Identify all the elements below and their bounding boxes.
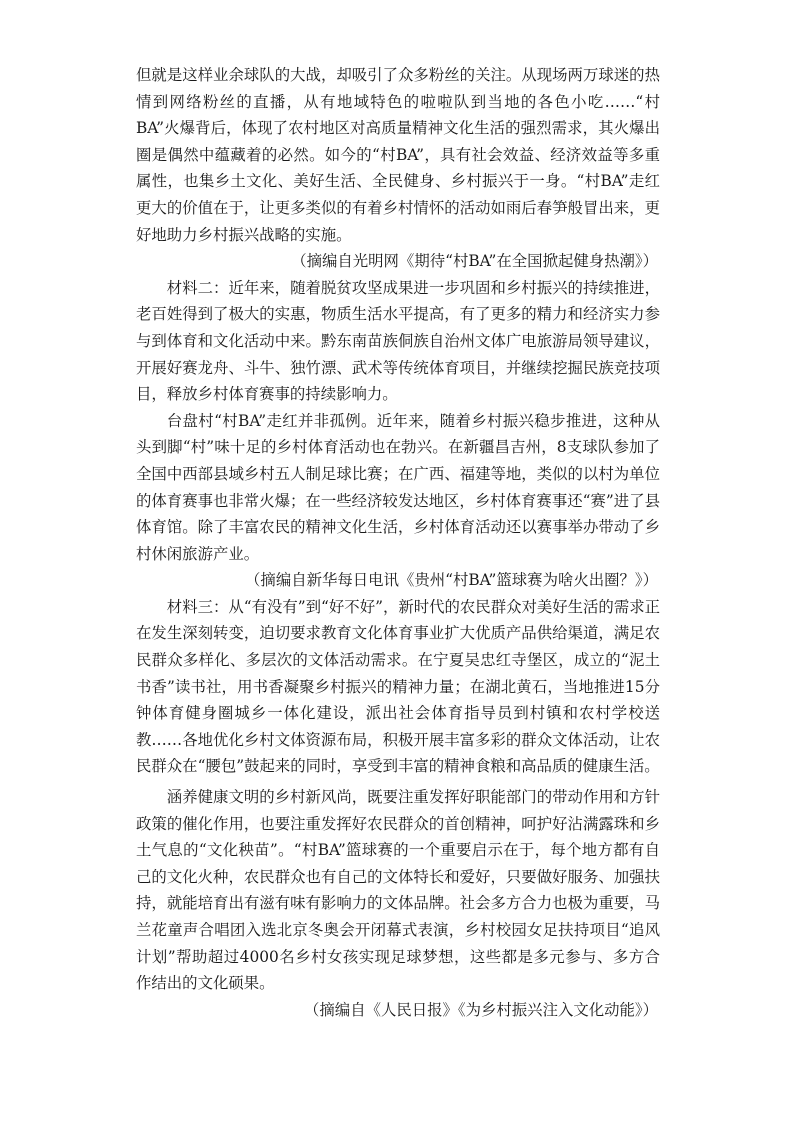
- source-citation-1: （摘编自光明网《期待“村BA”在全国掀起健身热潮》）: [291, 252, 658, 271]
- source-citation-3: （摘编自《人民日报》《为乡村振兴注入文化动能》）: [304, 1000, 658, 1019]
- paragraph-material-3: 材料三：从“有没有”到“好不好”，新时代的农民群众对美好生活的需求正在发生深刻转变，迫切要求教育文化体育事业扩大优质产品供给渠道，满足农民群众多样化、多层次的文体活动需求。在宁夏吴忠红寺堡区，成立的“泥土书香”读书社，用书香凝聚乡村振兴的精神力量；在湖北黄石，当地推进15分钟体育健身圈城乡一体化建设，派出社会体育指导员到村镇和农村学校送教……各地优化乡村文体资源布局，积极开展丰富多彩的群众文体活动，让农民群众在“腰包”鼓起来的同时，享受到丰富的精神食粮和高品质的健康生活。: [136, 597, 660, 776]
- paragraph-material-2: 材料二：近年来，随着脱贫攻坚成果进一步巩固和乡村振兴的持续推进，老百姓得到了极大的实惠，物质生活水平提高，有了更多的精力和经济实力参与到体育和文化活动中来。黔东南苗族侗族自治州文体广电旅游局领导建议，开展好赛龙舟、斗牛、独竹漂、武术等传统体育项目，并继续挖掘民族竞技项目，释放乡村体育赛事的持续影响力。: [136, 278, 660, 404]
- paragraph-3: 台盘村“村BA”走红并非孤例。近年来，随着乡村振兴稳步推进，这种从头到脚“村”味十足的乡村体育活动也在勃兴。在新疆昌吉州，8支球队参加了全国中西部县域乡村五人制足球比赛；在广西、福建等地，类似的以村为单位的体育赛事也非常火爆；在一些经济较发达地区，乡村体育赛事还“赛”进了县体育馆。除了丰富农民的精神文化生活，乡村体育活动还以赛事举办带动了乡村休闲旅游产业。: [136, 411, 660, 563]
- source-citation-2: （摘编自新华每日电讯《贵州“村BA”篮球赛为啥火出圈？》）: [245, 571, 658, 590]
- paragraph-1: 但就是这样业余球队的大战，却吸引了众多粉丝的关注。从现场两万球迷的热情到网络粉丝的直播，从有地域特色的啦啦队到当地的各色小吃……“村BA”火爆背后，体现了农村地区对高质量精神文化生活的强烈需求，其火爆出圈是偶然中蕴藏着的必然。如今的“村BA”，具有社会效益、经济效益等多重属性，也集乡土文化、美好生活、全民健身、乡村振兴于一身。“村BA”走红更大的价值在于，让更多类似的有着乡村情怀的活动如雨后春笋般冒出来，更好地助力乡村振兴战略的实施。: [136, 66, 660, 244]
- document-page: [136, 62, 660, 1023]
- paragraph-5: 涵养健康文明的乡村新风尚，既要注重发挥好职能部门的带动作用和方针政策的催化作用，也要注重发挥好农民群众的首创精神，呵护好沾满露珠和乡土气息的“文化秧苗”。“村BA”篮球赛的一个重要启示在于，每个地方都有自己的文化火种，农民群众也有自己的文体特长和爱好，只要做好服务、加强扶持，就能培育出有滋有味有影响力的文体品牌。社会多方合力也极为重要，马兰花童声合唱团入选北京冬奥会开闭幕式表演，乡村校园女足扶持项目“追风计划”帮助超过4000名乡村女孩实现足球梦想，这些都是多元参与、多方合作结出的文化硕果。: [136, 788, 660, 993]
